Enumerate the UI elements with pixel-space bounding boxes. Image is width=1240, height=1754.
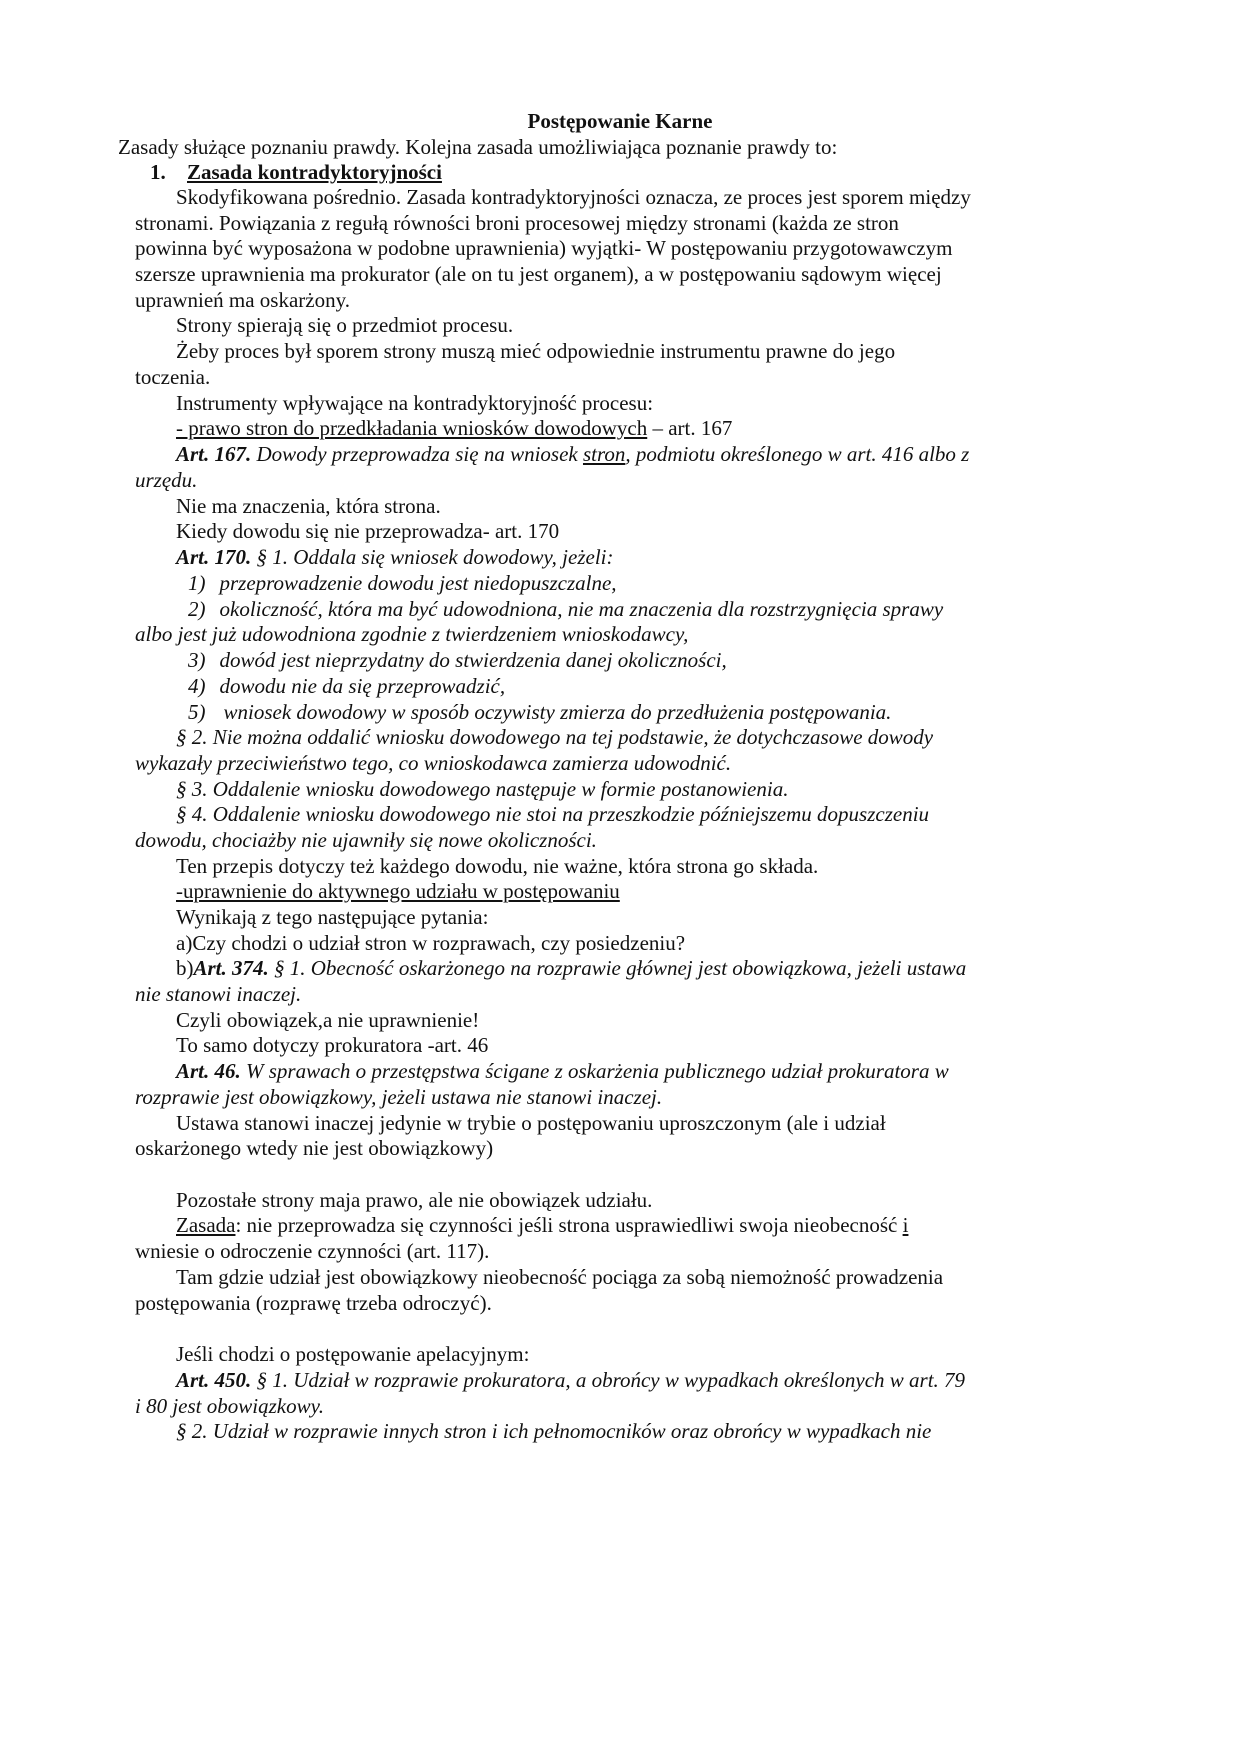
instrument-1: - prawo stron do przedkładania wniosków dowodowych: [176, 416, 648, 440]
article-line: rozprawie jest obowiązkowy, jeżeli ustawa nie stanowi inaczej.: [135, 1085, 663, 1109]
article-label: Art. 167.: [176, 442, 252, 466]
paragraph-line: Ten przepis dotyczy też każdego dowodu, nie ważne, która strona go składa.: [176, 854, 819, 878]
article-paragraph: § 3. Oddalenie wniosku dowodowego następuje w formie postanowienia.: [176, 777, 789, 801]
rule-line: [176, 1211, 908, 1239]
article-paragraph: § 2. Udział w rozprawie innych stron i ich pełnomocników oraz obrońcy w wypadkach nie: [176, 1419, 932, 1443]
list-number: 5): [188, 700, 206, 724]
article-170: [176, 543, 614, 571]
question-a: a)Czy chodzi o udział stron w rozprawach, czy posiedzeniu?: [176, 931, 686, 955]
list-item: [188, 672, 505, 700]
paragraph-line: Instrumenty wpływające na kontradyktoryjność procesu:: [176, 391, 654, 415]
rule-label: Zasada: [176, 1213, 236, 1237]
article-line: i 80 jest obowiązkowy.: [135, 1394, 324, 1418]
paragraph-line: Ustawa stanowi inaczej jedynie w trybie o postępowaniu uproszczonym (ale i udział: [176, 1111, 886, 1135]
article-paragraph: § 2. Nie można oddalić wniosku dowodowego na tej podstawie, że dotychczasowe dowody: [176, 725, 934, 749]
article-text: § 1. Obecność oskarżonego na rozprawie głównej jest obowiązkowa, jeżeli ustawa: [268, 956, 967, 980]
list-item: [188, 646, 727, 674]
article-text: § 1. Oddala się wniosek dowodowy, jeżeli:: [251, 545, 614, 569]
paragraph-line: Nie ma znaczenia, która strona.: [176, 494, 441, 518]
article-text: § 1. Udział w rozprawie prokuratora, a obrońcy w wypadkach określonych w art. 79: [251, 1368, 966, 1392]
paragraph-line: Skodyfikowana pośrednio. Zasada kontradyktoryjności oznacza, ze proces jest sporem między: [176, 185, 971, 209]
section-heading: [150, 158, 442, 186]
article-label: Art. 374.: [193, 956, 269, 980]
article-line: nie stanowi inaczej.: [135, 982, 302, 1006]
list-number: 4): [188, 674, 206, 698]
list-text: dowodu nie da się przeprowadzić,: [219, 674, 506, 698]
article-450: [176, 1366, 965, 1394]
paragraph-line: uprawnień ma oskarżony.: [135, 288, 350, 312]
list-item: [188, 595, 943, 623]
article-text: , podmiotu określonego w art. 416 albo z: [625, 442, 970, 466]
section-number: 1.: [150, 160, 166, 184]
paragraph-line: Czyli obowiązek,a nie uprawnienie!: [176, 1008, 480, 1032]
list-text: okoliczność, która ma być udowodniona, nie ma znaczenia dla rozstrzygnięcia sprawy: [219, 597, 944, 621]
article-text: W sprawach o przestępstwa ścigane z oskarżenia publicznego udział prokuratora w: [240, 1059, 949, 1083]
paragraph-line: wniesie o odroczenie czynności (art. 117).: [135, 1239, 490, 1263]
article-paragraph: § 4. Oddalenie wniosku dowodowego nie stoi na przeszkodzie późniejszemu dopuszczeniu: [176, 802, 930, 826]
instrument-line: [176, 414, 732, 442]
instrument-1-ref: – art. 167: [647, 416, 733, 440]
article-paragraph: dowodu, chociażby nie ujawniły się nowe okoliczności.: [135, 828, 597, 852]
article-label: Art. 170.: [176, 545, 252, 569]
paragraph-line: Jeśli chodzi o postępowanie apelacyjnym:: [176, 1342, 530, 1366]
article-text: Dowody przeprowadza się na wniosek: [251, 442, 583, 466]
list-text: dowód jest nieprzydatny do stwierdzenia danej okoliczności,: [219, 648, 727, 672]
paragraph-line: Kiedy dowodu się nie przeprowadza- art. 170: [176, 519, 560, 543]
list-item: [188, 569, 617, 597]
paragraph-line: oskarżonego wtedy nie jest obowiązkowy): [135, 1136, 494, 1160]
paragraph-line: To samo dotyczy prokuratora -art. 46: [176, 1033, 489, 1057]
list-item: [188, 698, 891, 726]
paragraph-line: Tam gdzie udział jest obowiązkowy nieobecność pociąga za sobą niemożność prowadzenia: [176, 1265, 944, 1289]
list-text: przeprowadzenie dowodu jest niedopuszczalne,: [219, 571, 617, 595]
article-167: [176, 440, 969, 468]
list-number: 2): [188, 597, 206, 621]
question-b: [176, 954, 966, 982]
rule-underlined: i: [902, 1213, 909, 1237]
rule-text: : nie przeprowadza się czynności jeśli strona usprawiedliwi swoja nieobecność: [235, 1213, 903, 1237]
article-46: [176, 1057, 949, 1085]
paragraph-line: stronami. Powiązania z regułą równości broni procesowej między stronami (każda ze stron: [135, 211, 899, 235]
article-label: Art. 450.: [176, 1368, 252, 1392]
paragraph-line: Strony spierają się o przedmiot procesu.: [176, 313, 514, 337]
article-label: Art. 46.: [176, 1059, 241, 1083]
paragraph-line: Wynikają z tego następujące pytania:: [176, 905, 489, 929]
page-title: Postępowanie Karne: [527, 109, 713, 133]
paragraph-line: Pozostałe strony maja prawo, ale nie obowiązek udziału.: [176, 1188, 653, 1212]
intro-line: Zasady służące poznaniu prawdy. Kolejna zasada umożliwiająca poznanie prawdy to:: [118, 135, 838, 159]
paragraph-line: toczenia.: [135, 365, 211, 389]
article-line: urzędu.: [135, 468, 198, 492]
paragraph-line: Żeby proces był sporem strony muszą mieć odpowiednie instrumentu prawne do jego: [176, 339, 896, 363]
article-underlined: stron: [582, 442, 626, 466]
article-paragraph: wykazały przeciwieństwo tego, co wnioskodawca zamierza udowodnić.: [135, 751, 732, 775]
list-item-continued: albo jest już udowodniona zgodnie z twierdzeniem wnioskodawcy,: [135, 622, 689, 646]
paragraph-line: szersze uprawnienia ma prokurator (ale on tu jest organem), a w postępowaniu sądowym więcej: [135, 262, 942, 286]
instrument-2: -uprawnienie do aktywnego udziału w postępowaniu: [176, 879, 620, 903]
paragraph-line: postępowania (rozprawę trzeba odroczyć).: [135, 1291, 492, 1315]
list-number: 1): [188, 571, 206, 595]
question-b-prefix: b): [176, 956, 194, 980]
list-text: wniosek dowodowy w sposób oczywisty zmierza do przedłużenia postępowania.: [223, 700, 892, 724]
list-number: 3): [188, 648, 206, 672]
paragraph-line: powinna być wyposażona w podobne uprawnienia) wyjątki- W postępowaniu przygotowawczym: [135, 236, 953, 260]
section-title: Zasada kontradyktoryjności: [187, 160, 442, 184]
